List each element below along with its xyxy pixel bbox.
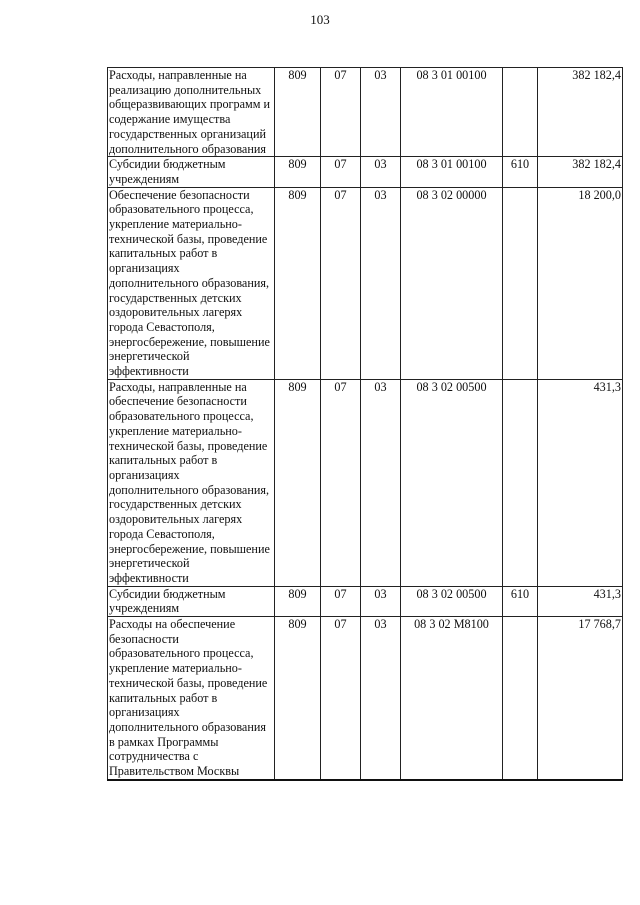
target-article-code: 08 3 02 00000	[401, 187, 503, 379]
item-name: Расходы, направленные на реализацию дополнительных общеразвивающих программ и содержание имущества государственных организаций дополнительного образования	[108, 68, 275, 157]
target-article-code: 08 3 02 00500	[401, 379, 503, 586]
ministry-code: 809	[275, 379, 321, 586]
table-row	[108, 379, 623, 586]
section-code: 07	[321, 187, 361, 379]
subsection-code: 03	[361, 157, 401, 187]
subsection-code: 03	[361, 379, 401, 586]
item-name: Расходы, направленные на обеспечение безопасности образовательного процесса, укрепление материально-технической базы, проведение капитальных работ в организациях дополнительного образования, государственных детских оздоровительных лагерях города Севастополя, энергосбережение, повышение энергетической эффективности	[108, 379, 275, 586]
budget-table-body	[108, 68, 623, 780]
ministry-code: 809	[275, 187, 321, 379]
section-code: 07	[321, 617, 361, 780]
subsection-code: 03	[361, 187, 401, 379]
table-row	[108, 157, 623, 187]
ministry-code: 809	[275, 617, 321, 780]
amount: 17 768,7	[538, 617, 623, 780]
section-code: 07	[321, 379, 361, 586]
amount: 18 200,0	[538, 187, 623, 379]
expense-type-code	[503, 617, 538, 780]
section-code: 07	[321, 157, 361, 187]
subsection-code: 03	[361, 617, 401, 780]
ministry-code: 809	[275, 68, 321, 157]
target-article-code: 08 3 01 00100	[401, 157, 503, 187]
expense-type-code: 610	[503, 157, 538, 187]
table-row	[108, 586, 623, 616]
item-name: Расходы на обеспечение безопасности образовательного процесса, укрепление материально-технической базы, проведение капитальных работ в организациях дополнительного образования в рамках Программы сотрудничества с Правительством Москвы	[108, 617, 275, 780]
table-row	[108, 68, 623, 157]
budget-table	[107, 67, 623, 781]
expense-type-code	[503, 68, 538, 157]
section-code: 07	[321, 586, 361, 616]
expense-type-code: 610	[503, 586, 538, 616]
item-name: Обеспечение безопасности образовательного процесса, укрепление материально-технической базы, проведение капитальных работ в организациях дополнительного образования, государственных детских оздоровительных лагерях города Севастополя, энергосбережение, повышение энергетической эффективности	[108, 187, 275, 379]
table-row	[108, 617, 623, 780]
subsection-code: 03	[361, 68, 401, 157]
amount: 431,3	[538, 586, 623, 616]
section-code: 07	[321, 68, 361, 157]
target-article-code: 08 3 02 00500	[401, 586, 503, 616]
page-number: 103	[310, 12, 330, 27]
ministry-code: 809	[275, 586, 321, 616]
expense-type-code	[503, 379, 538, 586]
amount: 382 182,4	[538, 157, 623, 187]
ministry-code: 809	[275, 157, 321, 187]
amount: 431,3	[538, 379, 623, 586]
subsection-code: 03	[361, 586, 401, 616]
target-article-code: 08 3 02 M8100	[401, 617, 503, 780]
expense-type-code	[503, 187, 538, 379]
item-name: Субсидии бюджетным учреждениям	[108, 157, 275, 187]
amount: 382 182,4	[538, 68, 623, 157]
item-name: Субсидии бюджетным учреждениям	[108, 586, 275, 616]
table-row	[108, 187, 623, 379]
target-article-code: 08 3 01 00100	[401, 68, 503, 157]
